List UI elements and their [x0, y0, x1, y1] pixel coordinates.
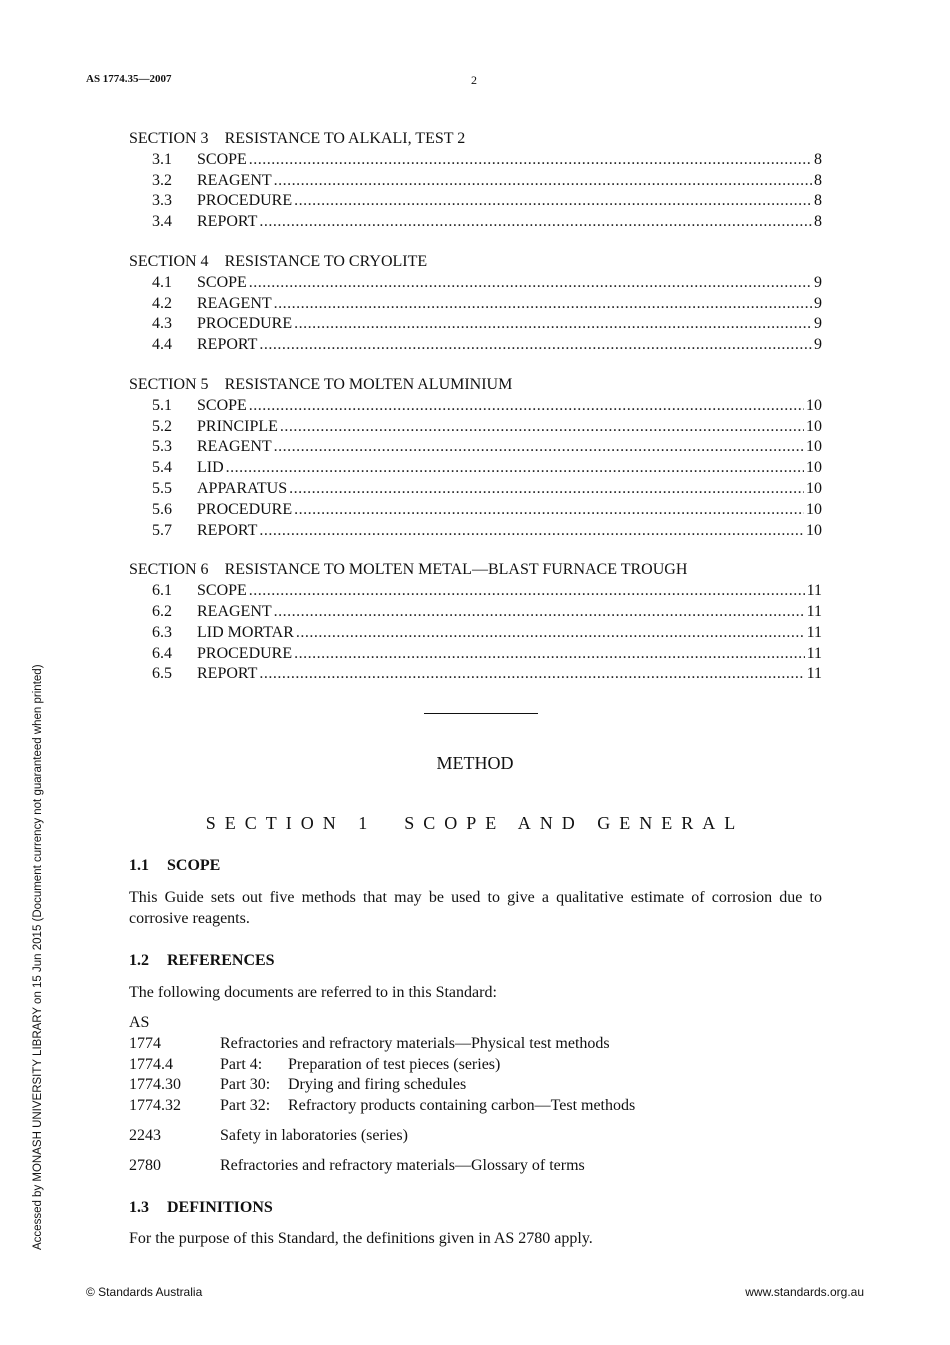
toc-leader-dots — [249, 273, 812, 294]
reference-item — [129, 1126, 822, 1147]
toc-entry[interactable] — [129, 273, 822, 294]
toc-entry-page: 10 — [806, 479, 822, 497]
section-1-number: SECTION 1 — [205, 813, 377, 833]
reference-code: 1774.30 — [129, 1076, 181, 1094]
toc-leader-dots — [294, 191, 812, 212]
toc-entry-number: 4.2 — [152, 294, 172, 312]
toc-entry-page: 11 — [806, 582, 822, 600]
table-of-contents — [129, 129, 822, 704]
reference-code: 2243 — [129, 1126, 161, 1144]
toc-entry-number: 6.1 — [152, 582, 172, 600]
toc-entry-label: PROCEDURE — [197, 315, 293, 333]
toc-section — [129, 560, 822, 685]
toc-section-name: RESISTANCE TO MOLTEN METAL—BLAST FURNACE TROUGH — [224, 561, 688, 579]
clause-number: 1.1 — [129, 857, 149, 874]
toc-leader-dots — [226, 458, 804, 479]
toc-entry-label: SCOPE — [197, 273, 247, 291]
toc-entry-page: 10 — [806, 459, 822, 477]
references-list — [129, 1013, 822, 1177]
toc-entry-page: 11 — [806, 644, 822, 662]
toc-entry[interactable] — [129, 479, 822, 500]
toc-entry-page: 10 — [806, 500, 822, 518]
reference-code: 1774.32 — [129, 1097, 181, 1115]
reference-title: Preparation of test pieces (series) — [288, 1055, 501, 1073]
reference-title: Drying and firing schedules — [288, 1076, 467, 1094]
toc-entry-number: 3.1 — [152, 150, 172, 168]
reference-item — [129, 1156, 822, 1177]
toc-entry-number: 4.1 — [152, 273, 172, 291]
toc-leader-dots — [259, 664, 804, 685]
toc-entry-page: 9 — [814, 336, 822, 354]
reference-part: Part 4: — [220, 1055, 263, 1073]
toc-entry[interactable] — [129, 150, 822, 171]
toc-entry-number: 5.3 — [152, 438, 172, 456]
toc-leader-dots — [249, 150, 812, 171]
toc-entry[interactable] — [129, 335, 822, 356]
references-prefix: AS — [129, 1014, 150, 1031]
reference-part: Part 30: — [220, 1076, 271, 1094]
scope-paragraph: This Guide sets out five methods that may be used to give a qualitative estimate of corrosion due to corrosive reagents. — [129, 889, 822, 927]
toc-leader-dots — [259, 335, 812, 356]
toc-entry[interactable] — [129, 437, 822, 458]
definitions-paragraph: For the purpose of this Standard, the definitions given in AS 2780 apply. — [129, 1230, 593, 1247]
toc-section-number: SECTION 6 — [129, 561, 209, 579]
toc-entry[interactable] — [129, 417, 822, 438]
toc-entry-label: LID MORTAR — [197, 623, 294, 641]
toc-entry-page: 8 — [814, 150, 822, 168]
toc-entry[interactable] — [129, 602, 822, 623]
toc-entry[interactable] — [129, 458, 822, 479]
toc-entry-label: REAGENT — [197, 171, 272, 189]
reference-title: Safety in laboratories (series) — [220, 1126, 408, 1144]
toc-leader-dots — [274, 294, 812, 315]
toc-section — [129, 375, 822, 541]
toc-entry-number: 5.2 — [152, 417, 172, 435]
toc-entry-number: 3.2 — [152, 171, 172, 189]
toc-entry-page: 10 — [806, 396, 822, 414]
toc-entry-number: 6.5 — [152, 665, 172, 683]
toc-leader-dots — [280, 417, 804, 438]
reference-item — [129, 1096, 822, 1117]
reference-part: Part 32: — [220, 1097, 271, 1115]
reference-item — [129, 1034, 822, 1055]
section-1-title: SCOPE AND GENERAL — [404, 813, 745, 833]
toc-entry[interactable] — [129, 500, 822, 521]
clause-1-3-heading — [129, 1199, 273, 1217]
clause-1-1-heading — [129, 857, 220, 875]
toc-section-number: SECTION 3 — [129, 130, 209, 147]
toc-entry-page: 11 — [806, 665, 822, 683]
toc-section-title[interactable] — [129, 129, 822, 150]
toc-entry-number: 3.4 — [152, 213, 172, 231]
toc-entry-number: 5.6 — [152, 500, 172, 518]
toc-section — [129, 129, 822, 233]
toc-section-number: SECTION 5 — [129, 375, 209, 393]
reference-code: 1774.4 — [129, 1055, 173, 1073]
reference-item — [129, 1075, 822, 1096]
toc-leader-dots — [289, 479, 804, 500]
reference-title: Refractories and refractory materials—Glossary of terms — [220, 1156, 585, 1174]
toc-entry-label: REAGENT — [197, 294, 272, 312]
toc-entry-page: 8 — [814, 213, 822, 231]
toc-entry-number: 4.4 — [152, 336, 172, 354]
toc-entry-number: 5.4 — [152, 459, 172, 477]
reference-title: Refractories and refractory materials—Physical test methods — [220, 1034, 610, 1052]
toc-entry-label: REAGENT — [197, 438, 272, 456]
toc-entry-number: 6.4 — [152, 644, 172, 662]
toc-entry[interactable] — [129, 623, 822, 644]
toc-section-name: RESISTANCE TO MOLTEN ALUMINIUM — [224, 375, 513, 393]
toc-entry-number: 3.3 — [152, 192, 172, 210]
toc-entry[interactable] — [129, 212, 822, 233]
reference-item — [129, 1055, 822, 1076]
method-title: METHOD — [436, 753, 514, 773]
toc-entry-page: 9 — [814, 315, 822, 333]
toc-section-title[interactable] — [129, 252, 822, 273]
toc-entry[interactable] — [129, 664, 822, 685]
toc-entry-page: 9 — [814, 294, 822, 312]
section-1-heading — [0, 813, 950, 834]
toc-entry[interactable] — [129, 521, 822, 542]
toc-leader-dots — [249, 396, 804, 417]
toc-entry-label: SCOPE — [197, 582, 247, 600]
toc-entry-page: 10 — [806, 521, 822, 539]
clause-title: SCOPE — [167, 857, 221, 874]
footer-copyright: © Standards Australia — [86, 1285, 203, 1299]
toc-entry-number: 5.5 — [152, 479, 172, 497]
toc-entry-page: 11 — [806, 602, 822, 620]
toc-entry-label: REAGENT — [197, 602, 272, 620]
toc-entry-page: 10 — [806, 438, 822, 456]
toc-entry-label: LID — [197, 459, 224, 477]
toc-entry-label: REPORT — [197, 665, 258, 683]
toc-entry[interactable] — [129, 171, 822, 192]
toc-leader-dots — [296, 623, 805, 644]
toc-entry-label: PROCEDURE — [197, 644, 293, 662]
toc-entry-label: PRINCIPLE — [197, 417, 278, 435]
toc-entry-page: 8 — [814, 171, 822, 189]
divider — [424, 713, 538, 714]
reference-code: 2780 — [129, 1156, 161, 1174]
toc-leader-dots — [259, 212, 812, 233]
toc-leader-dots — [274, 437, 804, 458]
toc-entry-label: APPARATUS — [197, 479, 288, 497]
toc-entry-label: SCOPE — [197, 150, 247, 168]
reference-code: 1774 — [129, 1034, 161, 1052]
toc-section-title[interactable] — [129, 375, 822, 396]
footer-website[interactable]: www.standards.org.au — [745, 1285, 864, 1299]
header-standard-id: AS 1774.35—2007 — [86, 73, 172, 85]
toc-entry-label: REPORT — [197, 521, 258, 539]
toc-entry[interactable] — [129, 581, 822, 602]
toc-entry[interactable] — [129, 396, 822, 417]
toc-leader-dots — [259, 521, 804, 542]
toc-section-name: RESISTANCE TO ALKALI, TEST 2 — [224, 130, 466, 147]
toc-entry-number: 5.1 — [152, 396, 172, 414]
toc-entry-number: 6.2 — [152, 602, 172, 620]
toc-leader-dots — [249, 581, 805, 602]
references-intro: The following documents are referred to in this Standard: — [129, 984, 497, 1001]
toc-section-title[interactable] — [129, 560, 822, 581]
toc-entry[interactable] — [129, 294, 822, 315]
clause-number: 1.3 — [129, 1199, 149, 1216]
toc-leader-dots — [294, 314, 812, 335]
toc-entry-number: 5.7 — [152, 521, 172, 539]
clause-title: DEFINITIONS — [167, 1199, 273, 1216]
toc-leader-dots — [294, 500, 804, 521]
toc-entry[interactable] — [129, 644, 822, 665]
header-page-number: 2 — [471, 73, 477, 87]
toc-entry-page: 10 — [806, 417, 822, 435]
toc-entry[interactable] — [129, 314, 822, 335]
toc-entry-page: 11 — [806, 623, 822, 641]
clause-1-2-heading — [129, 952, 275, 970]
reference-title: Refractory products containing carbon—Test methods — [288, 1097, 636, 1115]
toc-entry-number: 4.3 — [152, 315, 172, 333]
toc-entry[interactable] — [129, 191, 822, 212]
toc-entry-label: REPORT — [197, 213, 258, 231]
toc-entry-page: 9 — [814, 273, 822, 291]
toc-section — [129, 252, 822, 356]
clause-title: REFERENCES — [167, 952, 275, 969]
toc-entry-number: 6.3 — [152, 623, 172, 641]
toc-section-name: RESISTANCE TO CRYOLITE — [224, 252, 428, 270]
toc-entry-label: REPORT — [197, 336, 258, 354]
toc-entry-label: SCOPE — [197, 396, 247, 414]
toc-entry-label: PROCEDURE — [197, 500, 293, 518]
clause-number: 1.2 — [129, 952, 149, 969]
toc-leader-dots — [274, 602, 805, 623]
access-watermark: Accessed by MONASH UNIVERSITY LIBRARY on 15 Jun 2015 (Document currency not guaranteed when printed) — [32, 664, 44, 1250]
toc-section-number: SECTION 4 — [129, 252, 209, 270]
toc-leader-dots — [294, 644, 804, 665]
toc-entry-label: PROCEDURE — [197, 192, 293, 210]
toc-entry-page: 8 — [814, 192, 822, 210]
toc-leader-dots — [274, 171, 812, 192]
